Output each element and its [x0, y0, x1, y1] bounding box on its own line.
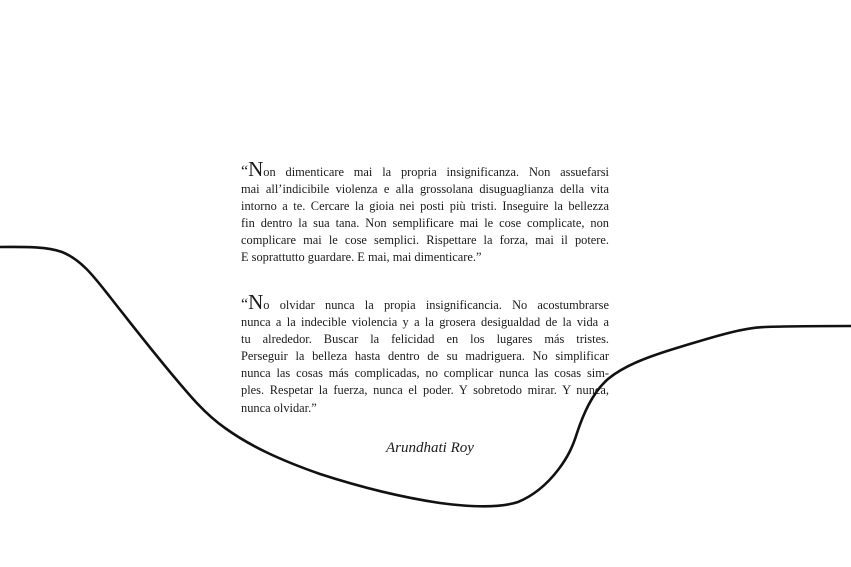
quote-spanish-line-1-text: o olvidar nunca la propia insignificancia. No acostumbrarse: [263, 298, 609, 312]
quote-spanish-line-4: Perseguir la belleza hasta dentro de su madriguera. No simplificar: [241, 349, 609, 364]
quote-spanish-line-3: tu alrededor. Buscar la felicidad en los lugares más tristes.: [241, 332, 609, 347]
quote-italian-line-4: fin dentro la sua tana. Non semplificare mai le cose complicate, non: [241, 216, 609, 231]
quote-italian: [241, 157, 609, 267]
quote-italian-open-mark: “: [241, 163, 249, 180]
quote-spanish-line-1: [241, 290, 609, 314]
quote-italian-line-1: [241, 157, 609, 181]
quote-italian-line-3: intorno a te. Cercare la gioia nei posti più tristi. Inseguire la bellezza: [241, 199, 609, 214]
quote-italian-line-5: complicare mai le cose semplici. Rispettare la forza, mai il potere.: [241, 233, 609, 248]
quote-italian-line-2: mai all’indicibile violenza e alla grossolana disuguaglianza della vita: [241, 182, 609, 197]
quote-spanish-dropcap: N: [248, 290, 264, 314]
quote-spanish-open-mark: “: [241, 296, 249, 313]
quote-italian-line-1-text: on dimenticare mai la propria insignificanza. Non assuefarsi: [263, 165, 609, 179]
author-signature: Arundhati Roy: [386, 440, 474, 456]
quote-italian-line-6: E soprattutto guardare. E mai, mai dimenticare.”: [241, 250, 482, 265]
quote-spanish: [241, 290, 609, 417]
quote-italian-dropcap: N: [248, 157, 264, 181]
quote-spanish-line-6: ples. Respetar la fuerza, nunca el poder. Y sobretodo mirar. Y nunca,: [241, 383, 609, 398]
quote-spanish-line-2: nunca a la indecible violencia y a la grosera desigualdad de la vida a: [241, 315, 609, 330]
quote-spanish-line-7: nunca olvidar.”: [241, 400, 317, 415]
quote-spanish-line-5: nunca las cosas más complicadas, no complicar nunca las cosas sim-: [241, 366, 609, 381]
